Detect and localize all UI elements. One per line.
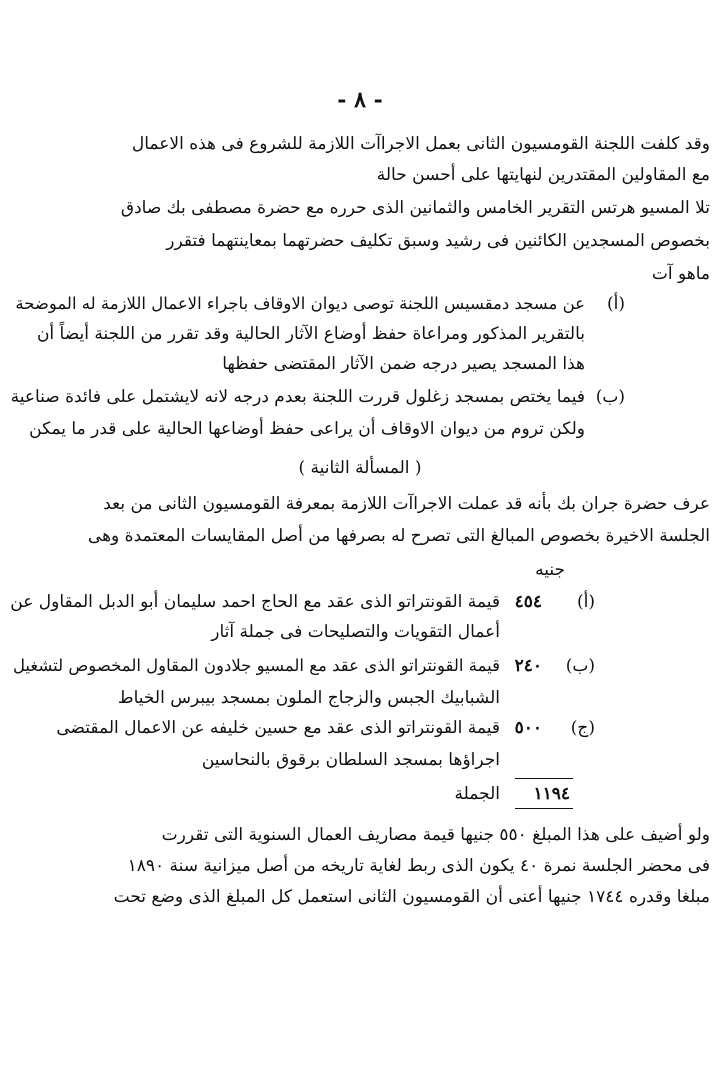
amount-c-line-1: قيمة القونتراتو الذى عقد مع حسين خليفه عن الاعمال المقتضى bbox=[56, 718, 500, 738]
amount-a-value: ٤٥٤ bbox=[514, 592, 542, 612]
paragraph-4-line-2: فى محضر الجلسة نمرة ٤٠ يكون الذى ربط لغاية تاريخه من أصل ميزانية سنة ١٨٩٠ bbox=[127, 856, 710, 876]
paragraph-2-line-3: ماهو آت bbox=[651, 264, 710, 284]
amount-a-label: (أ) bbox=[577, 592, 595, 612]
paragraph-2-line-2: بخصوص المسجدين الكائنين فى رشيد وسبق تكليف حضرتهما بمعاينتهما فتقرر bbox=[166, 231, 710, 251]
amount-b-value: ٢٤٠ bbox=[514, 656, 542, 676]
item-b-line-1: فيما يختص بمسجد زغلول قررت اللجنة بعدم درجه لانه لايشتمل على فائدة صناعية bbox=[10, 387, 585, 407]
item-a-line-1: عن مسجد دمقسيس اللجنة توصى ديوان الاوقاف باجراء الاعمال اللازمة له الموضحة bbox=[15, 294, 585, 313]
amount-b-line-1: قيمة القونتراتو الذى عقد مع المسيو جلادون المقاول المخصوص لتشغيل bbox=[12, 656, 500, 675]
amount-c-line-2: اجراؤها بمسجد السلطان برقوق بالنحاسين bbox=[201, 750, 500, 770]
paragraph-1-line-2: مع المقاولين المقتدرين لنهايتها على أحسن حالة bbox=[376, 165, 710, 185]
amount-c-value: ٥٠٠ bbox=[514, 718, 542, 738]
item-a-label: (أ) bbox=[607, 294, 625, 314]
paragraph-4-line-1: ولو أضيف على هذا المبلغ ٥٥٠ جنيها قيمة مصاريف العمال السنوية التى تقررت bbox=[161, 825, 710, 845]
section-title: ( المسألة الثانية ) bbox=[298, 458, 422, 478]
item-a-line-2: بالتقرير المذكور ومراعاة حفظ أوضاع الآثار الحالية وقد تقرر من اللجنة أيضاً أن bbox=[36, 324, 585, 344]
total-label: الجملة bbox=[454, 784, 500, 804]
page-number: - ٨ - bbox=[337, 87, 383, 113]
paragraph-1-line-1: وقد كلفت اللجنة القومسيون الثانى بعمل الاجراآت اللازمة للشروع فى هذه الاعمال bbox=[131, 134, 710, 154]
item-b-line-2: ولكن تروم من ديوان الاوقاف أن يراعى حفظ أوضاعها الحالية على قدر ما يمكن bbox=[29, 419, 585, 439]
paragraph-3-line-1: عرف حضرة جران بك بأنه قد عملت الاجراآت اللازمة بمعرفة القومسيون الثانى من بعد bbox=[103, 494, 710, 514]
paragraph-3-line-2: الجلسة الاخيرة بخصوص المبالغ التى تصرح له بصرفها من أصل المقايسات المعتمدة وهى bbox=[87, 526, 710, 546]
amount-c-label: (ج) bbox=[570, 718, 595, 738]
total-rule-bottom bbox=[515, 808, 573, 809]
paragraph-4-line-3: مبلغا وقدره ١٧٤٤ جنيها أعنى أن القومسيون الثانى استعمل كل المبلغ الذى وضع تحت bbox=[113, 887, 710, 907]
item-a-line-3: هذا المسجد يصير درجه ضمن الآثار المقتضى حفظها bbox=[222, 354, 585, 374]
paragraph-2-line-1: تلا المسيو هرتس التقرير الخامس والثمانين الذى حرره مع حضرة مصطفى بك صادق bbox=[120, 198, 710, 218]
currency-unit-label: جنيه bbox=[535, 560, 565, 580]
amount-b-line-2: الشبابيك الجبس والزجاج الملون بمسجد بيبرس الخياط bbox=[117, 688, 500, 708]
amount-a-line-1: قيمة القونتراتو الذى عقد مع الحاج احمد سليمان أبو الدبل المقاول عن bbox=[10, 592, 500, 612]
amount-b-label: (ب) bbox=[565, 656, 595, 676]
item-b-label: (ب) bbox=[595, 387, 625, 407]
amount-a-line-2: أعمال التقويات والتصليحات فى جملة آثار bbox=[211, 622, 500, 642]
total-value: ١١٩٤ bbox=[533, 784, 570, 804]
total-rule-top bbox=[515, 778, 573, 779]
